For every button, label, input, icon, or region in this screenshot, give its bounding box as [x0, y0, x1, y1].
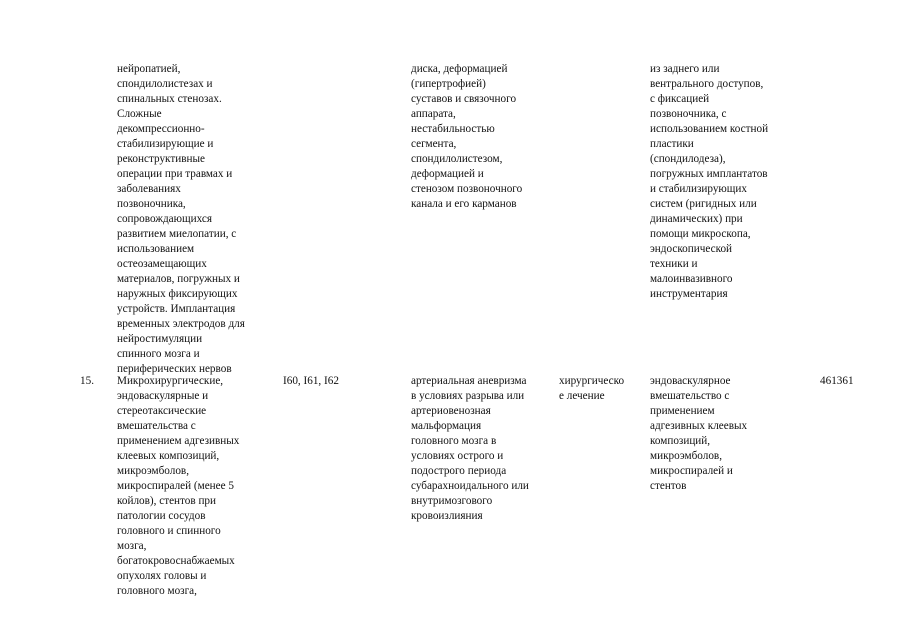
row-number: 15.	[80, 375, 94, 387]
text-line: развитием миелопатии, с	[117, 228, 237, 240]
text-line: из заднего или	[650, 63, 720, 75]
text-line: (спондилодеза),	[650, 153, 726, 165]
continued-name-cell	[117, 62, 245, 377]
text-line: систем (ригидных или	[650, 198, 757, 210]
text-line: вентрального доступов,	[650, 78, 764, 90]
text-line: материалов, погружных и	[117, 273, 240, 285]
text-line: адгезивных клеевых	[650, 420, 748, 432]
text-line: опухолях головы и	[117, 570, 207, 582]
text-line: сегмента,	[411, 138, 457, 150]
text-line: позвоночника,	[117, 198, 186, 210]
text-line: (гипертрофией)	[411, 78, 486, 90]
text-line: заболеваниях	[117, 183, 181, 195]
text-line: спинного мозга и	[117, 348, 200, 360]
row-15-model-cell	[411, 374, 529, 524]
text-line: внутримозгового	[411, 495, 493, 507]
text-line: Сложные	[117, 108, 162, 120]
text-line: эндоваскулярные и	[117, 390, 209, 402]
text-line: декомпрессионно-	[117, 123, 205, 135]
text-line: Микрохирургические,	[117, 375, 224, 387]
text-line: инструментария	[650, 288, 728, 300]
text-line: спондилолистезом,	[411, 153, 503, 165]
text-line: в условиях разрыва или	[411, 390, 525, 402]
text-line: микроспиралей (менее 5	[117, 480, 234, 492]
text-line: сопровождающихся	[117, 213, 212, 225]
row-15-kind-cell	[559, 374, 624, 404]
row-15-codes-cell: I60, I61, I62	[283, 375, 339, 387]
text-line: эндоваскулярное	[650, 375, 731, 387]
text-line: пластики	[650, 138, 694, 150]
row-15-method-cell	[650, 374, 747, 494]
text-line: условиях острого и	[411, 450, 504, 462]
text-line: головного мозга,	[117, 585, 197, 597]
text-line: нестабильностью	[411, 123, 495, 135]
text-line: операции при травмах и	[117, 168, 233, 180]
text-line: аппарата,	[411, 108, 456, 120]
text-line: деформацией и	[411, 168, 484, 180]
text-line: суставов и связочного	[411, 93, 517, 105]
text-line: мальформация	[411, 420, 482, 432]
text-line: композиций,	[650, 435, 711, 447]
text-line: головного и спинного	[117, 525, 221, 537]
text-line: спондилолистезах и	[117, 78, 213, 90]
text-line: техники и	[650, 258, 698, 270]
text-line: эндоскопической	[650, 243, 733, 255]
text-line: диска, деформацией	[411, 63, 508, 75]
text-line: устройств. Имплантация	[117, 303, 236, 315]
text-line: временных электродов для	[117, 318, 245, 330]
text-line: вмешательства с	[117, 420, 196, 432]
text-line: малоинвазивного	[650, 273, 733, 285]
text-line: клеевых композиций,	[117, 450, 220, 462]
text-line: е лечение	[559, 390, 605, 402]
text-line: позвоночника, с	[650, 108, 727, 120]
text-line: кровоизлияния	[411, 510, 483, 522]
text-line: стабилизирующие и	[117, 138, 214, 150]
text-line: помощи микроскопа,	[650, 228, 751, 240]
text-line: остеозамещающих	[117, 258, 207, 270]
continued-method-cell	[650, 62, 768, 302]
text-line: микроэмболов,	[117, 465, 190, 477]
text-line: патологии сосудов	[117, 510, 206, 522]
text-line: мозга,	[117, 540, 147, 552]
text-line: с фиксацией	[650, 93, 710, 105]
text-line: хирургическо	[559, 375, 625, 387]
text-line: стенозом позвоночного	[411, 183, 523, 195]
text-line: использованием	[117, 243, 195, 255]
continued-model-cell	[411, 62, 522, 212]
text-line: артериальная аневризма	[411, 375, 527, 387]
text-line: субарахноидального или	[411, 480, 529, 492]
text-line: микроспиралей и	[650, 465, 733, 477]
text-line: спинальных стенозах.	[117, 93, 222, 105]
text-line: наружных фиксирующих	[117, 288, 238, 300]
row-15-name-cell	[117, 374, 239, 599]
row-15-norm-cell: 461361	[820, 375, 854, 387]
text-line: стереотаксические	[117, 405, 207, 417]
text-line: нейростимуляции	[117, 333, 203, 345]
text-line: головного мозга в	[411, 435, 497, 447]
text-line: нейропатией,	[117, 63, 181, 75]
text-line: применением адгезивных	[117, 435, 240, 447]
text-line: микроэмболов,	[650, 450, 723, 462]
text-line: применением	[650, 405, 715, 417]
text-line: динамических) при	[650, 213, 743, 225]
text-line: артериовенозная	[411, 405, 491, 417]
text-line: реконструктивные	[117, 153, 205, 165]
text-line: койлов), стентов при	[117, 495, 217, 507]
text-line: вмешательство с	[650, 390, 730, 402]
text-line: подострого периода	[411, 465, 507, 477]
text-line: канала и его карманов	[411, 198, 517, 210]
text-line: использованием костной	[650, 123, 769, 135]
text-line: и стабилизирующих	[650, 183, 747, 195]
text-line: периферических нервов	[117, 363, 232, 375]
text-line: стентов	[650, 480, 687, 492]
text-line: богатокровоснабжаемых	[117, 555, 235, 567]
text-line: погружных имплантатов	[650, 168, 768, 180]
